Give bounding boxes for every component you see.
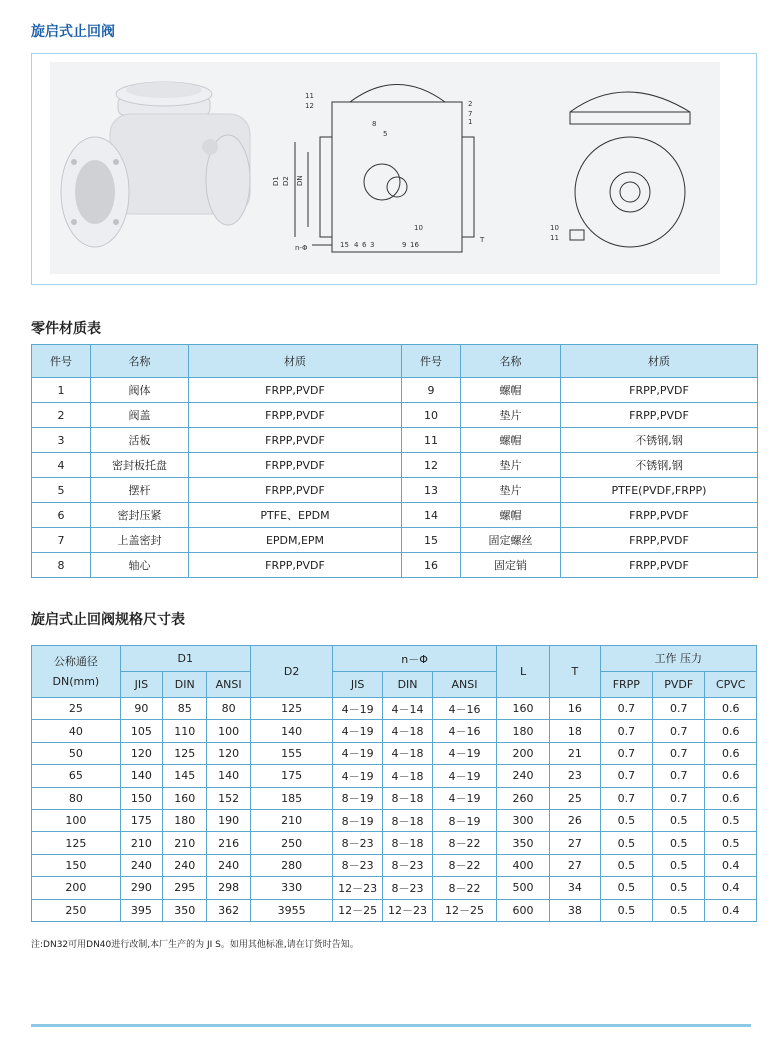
svg-text:16: 16 [410,241,419,249]
table-cell: FRPP,PVDF [189,553,402,578]
table-cell: FRPP,PVDF [561,378,758,403]
table-cell: 125 [32,832,121,854]
table-cell: 0.6 [705,765,757,787]
table-cell: 12－23 [382,899,432,921]
table-cell: 0.5 [653,877,705,899]
valve-photo [61,82,250,247]
table-cell: 34 [550,877,600,899]
table-cell: 3955 [250,899,333,921]
table-cell: 轴心 [91,553,189,578]
table-cell: 240 [120,854,162,876]
table-cell: 4－19 [333,698,382,720]
table-cell: FRPP,PVDF [189,478,402,503]
table-cell: 10 [402,403,461,428]
table-cell: 200 [496,742,549,764]
table-cell: 螺帽 [461,503,561,528]
table-cell: 摆杆 [91,478,189,503]
table-cell: 4－19 [333,720,382,742]
table-cell: 160 [163,787,207,809]
table-cell: 5 [32,478,91,503]
table-cell: 210 [250,809,333,831]
table-cell: 0.5 [653,832,705,854]
table-cell: 0.5 [705,832,757,854]
svg-text:3: 3 [370,241,375,249]
table-cell: 12－25 [433,899,497,921]
parts-section-title: 零件材质表 [31,321,101,337]
table-cell: 298 [207,877,250,899]
bottom-divider [31,1024,751,1027]
table-cell: 400 [496,854,549,876]
table-cell: FRPP,PVDF [189,428,402,453]
table-cell: 110 [163,720,207,742]
table-cell: 8－18 [382,809,432,831]
table-cell: 26 [550,809,600,831]
table-cell: 15 [402,528,461,553]
sub-header: PVDF [653,672,705,698]
table-cell: PTFE、EPDM [189,503,402,528]
svg-text:12: 12 [305,102,314,110]
table-row [32,899,757,921]
table-cell: FRPP,PVDF [561,403,758,428]
table-cell: 38 [550,899,600,921]
table-cell: 8 [32,553,91,578]
table-cell: 4－14 [382,698,432,720]
table-row [32,478,758,503]
table-cell: 0.6 [705,787,757,809]
table-row [32,787,757,809]
table-cell: 280 [250,854,333,876]
table-cell: 145 [163,765,207,787]
table-cell: 8－22 [433,877,497,899]
table-cell: 100 [32,809,121,831]
table-cell: FRPP,PVDF [189,378,402,403]
svg-text:6: 6 [362,241,367,249]
table-cell: EPDM,EPM [189,528,402,553]
table-cell: 27 [550,832,600,854]
table-cell: 240 [207,854,250,876]
svg-text:T: T [480,236,485,244]
table-cell: 6 [32,503,91,528]
table-row [32,428,758,453]
table-cell: 0.7 [600,720,652,742]
sub-header: DIN [382,672,432,698]
table-cell: 4－19 [333,765,382,787]
header-material: 材质 [189,345,402,378]
table-cell: 0.5 [600,832,652,854]
table-cell: 0.5 [653,854,705,876]
table-cell: 螺帽 [461,378,561,403]
header-part-no: 件号 [402,345,461,378]
header-name: 名称 [461,345,561,378]
table-cell: 4－19 [433,765,497,787]
sub-header: JIS [333,672,382,698]
table-cell: 90 [120,698,162,720]
table-cell: 250 [250,832,333,854]
table-cell: 200 [32,877,121,899]
table-cell: 固定销 [461,553,561,578]
header-t: T [550,646,600,698]
table-cell: FRPP,PVDF [561,528,758,553]
table-row [32,809,757,831]
table-cell: 260 [496,787,549,809]
table-row [32,553,758,578]
table-cell: 密封板托盘 [91,453,189,478]
svg-text:10: 10 [414,224,423,232]
table-cell: 65 [32,765,121,787]
table-cell: 330 [250,877,333,899]
svg-text:2: 2 [468,100,473,108]
table-cell: 250 [32,899,121,921]
table-row [32,403,758,428]
table-cell: 140 [120,765,162,787]
table-cell: 190 [207,809,250,831]
table-cell: 0.5 [705,809,757,831]
header-name: 名称 [91,345,189,378]
table-cell: 不锈钢,钢 [561,453,758,478]
svg-text:10: 10 [550,224,559,232]
table-cell: 105 [120,720,162,742]
figure-background [50,62,720,274]
table-row [32,528,758,553]
table-cell: 0.7 [653,742,705,764]
table-cell: 8－22 [433,832,497,854]
product-figure-panel [31,53,757,285]
table-cell: 185 [250,787,333,809]
table-cell: 350 [496,832,549,854]
table-cell: 0.5 [600,854,652,876]
table-cell: 180 [163,809,207,831]
table-cell: 0.4 [705,877,757,899]
table-cell: 85 [163,698,207,720]
table-row [32,765,757,787]
table-cell: FRPP,PVDF [561,503,758,528]
table-row [32,378,758,403]
table-cell: 4－19 [333,742,382,764]
table-cell: 1 [32,378,91,403]
table-cell: 16 [402,553,461,578]
table-cell: 活板 [91,428,189,453]
table-cell: 500 [496,877,549,899]
table-cell: 0.5 [600,809,652,831]
parts-material-table [31,344,758,578]
table-cell: 25 [32,698,121,720]
header-n-phi: n－Φ [333,646,496,672]
table-cell: 11 [402,428,461,453]
side-callout-labels [550,224,559,242]
valve-illustrations [50,62,720,274]
table-cell: 100 [207,720,250,742]
table-cell: 垫片 [461,478,561,503]
table-cell: FRPP,PVDF [189,403,402,428]
table-cell: 125 [250,698,333,720]
table-cell: 350 [163,899,207,921]
table-cell: 阀体 [91,378,189,403]
sub-header: ANSI [207,672,250,698]
table-cell: 80 [32,787,121,809]
table-cell: 0.4 [705,854,757,876]
table-cell: 18 [550,720,600,742]
spec-section-title: 旋启式止回阀规格尺寸表 [31,612,185,628]
valve-front-section-drawing [295,85,474,253]
table-row [32,698,757,720]
table-cell: 150 [32,854,121,876]
svg-text:8: 8 [372,120,377,128]
table-cell: 175 [120,809,162,831]
table-cell: 4 [32,453,91,478]
svg-text:5: 5 [383,130,388,138]
header-l: L [496,646,549,698]
table-cell: 21 [550,742,600,764]
table-cell: 12－23 [333,877,382,899]
table-cell: 13 [402,478,461,503]
table-cell: 0.7 [600,742,652,764]
table-cell: 120 [207,742,250,764]
header-working-pressure: 工作 压力 [600,646,756,672]
table-cell: 0.7 [600,698,652,720]
svg-text:D1: D1 [272,176,280,186]
table-cell: 150 [120,787,162,809]
table-cell: 4－18 [382,742,432,764]
table-cell: 7 [32,528,91,553]
table-cell: 240 [496,765,549,787]
table-cell: 0.7 [653,765,705,787]
table-cell: 8－19 [333,787,382,809]
table-row [32,720,757,742]
table-cell: 0.4 [705,899,757,921]
table-cell: 140 [250,720,333,742]
table-cell: 14 [402,503,461,528]
table-cell: PTFE(PVDF,FRPP) [561,478,758,503]
table-cell: 8－23 [333,832,382,854]
table-cell: 295 [163,877,207,899]
table-cell: 160 [496,698,549,720]
table-cell: 4－19 [433,787,497,809]
table-cell: 密封压紧 [91,503,189,528]
table-cell: 8－23 [382,854,432,876]
table-cell: 0.7 [653,787,705,809]
table-cell: 50 [32,742,121,764]
table-cell: 12 [402,453,461,478]
table-cell: 0.5 [600,899,652,921]
table-cell: 0.7 [600,787,652,809]
table-cell: 180 [496,720,549,742]
table-cell: 4－18 [382,765,432,787]
sub-header: DIN [163,672,207,698]
table-cell: 固定螺丝 [461,528,561,553]
table-cell: 8－22 [433,854,497,876]
table-cell: 4－19 [433,742,497,764]
table-cell: 0.5 [600,877,652,899]
svg-text:7: 7 [468,110,473,118]
table-cell: 140 [207,765,250,787]
table-cell: 300 [496,809,549,831]
header-material: 材质 [561,345,758,378]
header-d1: D1 [120,646,250,672]
table-cell: 4－18 [382,720,432,742]
table-cell: 216 [207,832,250,854]
spec-dimension-table [31,645,757,922]
table-cell: 125 [163,742,207,764]
table-cell: 175 [250,765,333,787]
table-cell: 阀盖 [91,403,189,428]
table-cell: 240 [163,854,207,876]
table-cell: FRPP,PVDF [561,553,758,578]
table-cell: 27 [550,854,600,876]
table-row [32,742,757,764]
table-cell: 0.5 [653,809,705,831]
table-cell: 3 [32,428,91,453]
table-cell: 25 [550,787,600,809]
table-cell: 不锈钢,钢 [561,428,758,453]
table-cell: 362 [207,899,250,921]
sub-header: JIS [120,672,162,698]
table-cell: 210 [163,832,207,854]
table-cell: 8－18 [382,787,432,809]
table-cell: 290 [120,877,162,899]
table-cell: 600 [496,899,549,921]
table-cell: 8－23 [333,854,382,876]
table-cell: 4－16 [433,698,497,720]
table-row [32,877,757,899]
table-cell: 0.7 [600,765,652,787]
footnote: 注:DN32可用DN40进行改制,本厂生产的为 JI S。如用其他标准,请在订货时告知。 [31,940,359,950]
table-cell: 395 [120,899,162,921]
table-cell: 垫片 [461,403,561,428]
header-d2: D2 [250,646,333,698]
table-cell: 0.6 [705,698,757,720]
table-cell: 40 [32,720,121,742]
svg-text:11: 11 [550,234,559,242]
table-cell: 8－19 [333,809,382,831]
table-cell: 12－25 [333,899,382,921]
header-nominal-dn: 公称通径 DN(mm) [32,646,121,698]
svg-text:11: 11 [305,92,314,100]
sub-header: ANSI [433,672,497,698]
table-cell: 0.5 [653,899,705,921]
table-row [32,453,758,478]
svg-text:15: 15 [340,241,349,249]
table-row [32,503,758,528]
table-cell: 16 [550,698,600,720]
table-cell: 2 [32,403,91,428]
table-cell: 0.7 [653,698,705,720]
table-cell: 螺帽 [461,428,561,453]
header-part-no: 件号 [32,345,91,378]
table-row [32,854,757,876]
table-cell: FRPP,PVDF [189,453,402,478]
table-cell: 155 [250,742,333,764]
table-cell: 152 [207,787,250,809]
valve-side-drawing [570,92,690,247]
svg-text:n-Φ: n-Φ [295,244,308,252]
table-cell: 0.6 [705,742,757,764]
table-cell: 23 [550,765,600,787]
svg-text:4: 4 [354,241,359,249]
svg-text:9: 9 [402,241,407,249]
table-cell: 4－16 [433,720,497,742]
table-header-row [32,345,758,378]
table-cell: 80 [207,698,250,720]
sub-header: FRPP [600,672,652,698]
svg-text:D2: D2 [282,176,290,186]
svg-text:DN: DN [296,175,304,186]
sub-header: CPVC [705,672,757,698]
table-cell: 8－18 [382,832,432,854]
table-cell: 120 [120,742,162,764]
table-row [32,832,757,854]
table-cell: 上盖密封 [91,528,189,553]
table-cell: 0.6 [705,720,757,742]
table-cell: 8－19 [433,809,497,831]
table-cell: 8－23 [382,877,432,899]
table-cell: 9 [402,378,461,403]
table-cell: 垫片 [461,453,561,478]
front-callout-labels [272,92,485,252]
svg-text:1: 1 [468,118,473,126]
table-cell: 210 [120,832,162,854]
page-title: 旋启式止回阀 [31,24,115,40]
table-cell: 0.7 [653,720,705,742]
